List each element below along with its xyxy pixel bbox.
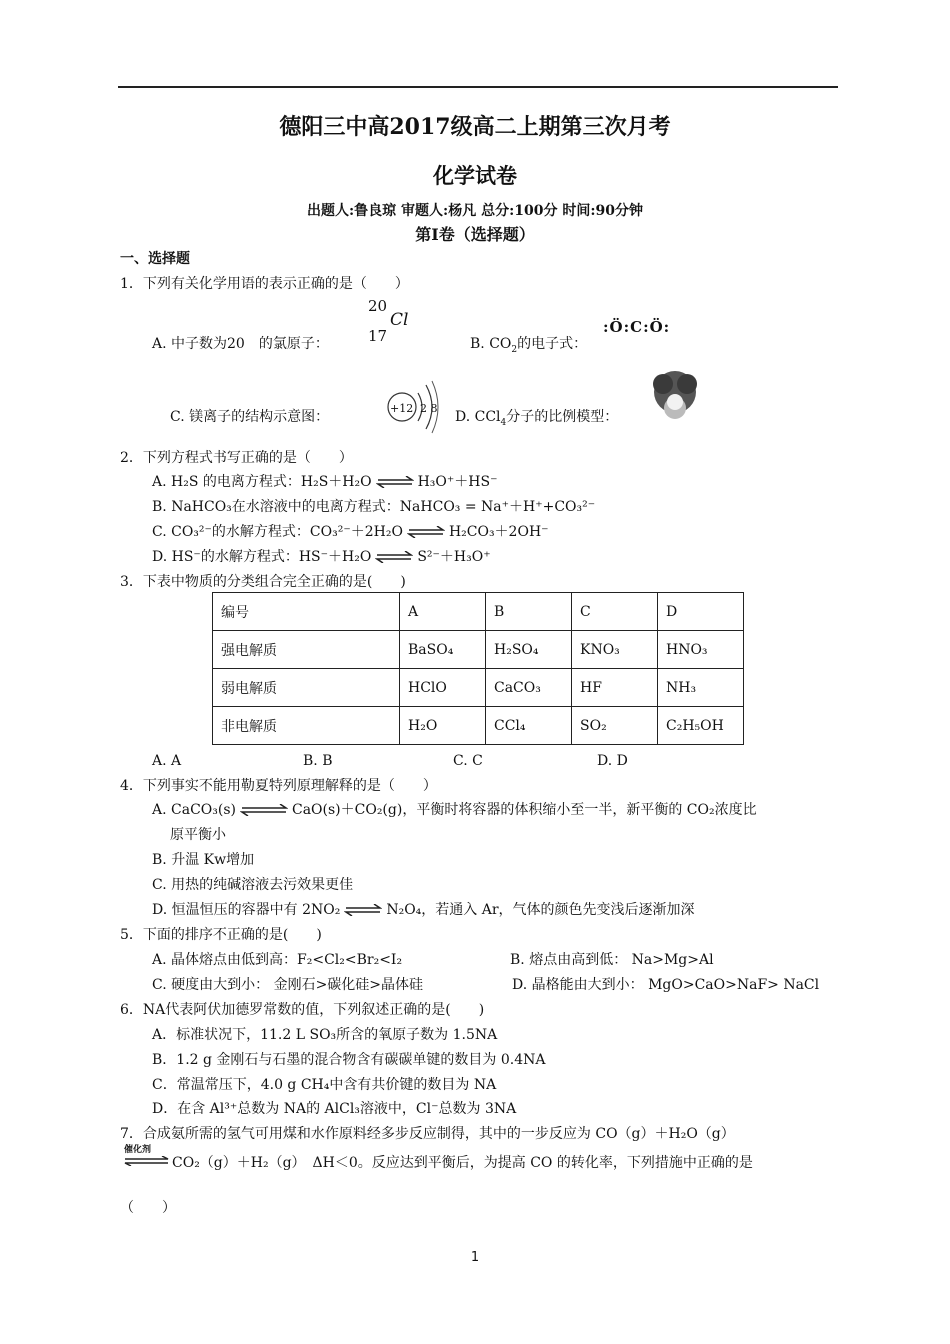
- q1-option-a: A. 中子数为20 的氯原子：: [152, 336, 329, 352]
- q6-option-c: C．常温常压下，4.0 g CH₄中含有共价键的数目为 NA: [152, 1077, 497, 1093]
- table-cell: HNO₃: [658, 631, 744, 669]
- q4-option-a-cont: 原平衡小: [170, 827, 226, 843]
- q3-option-b: B. B: [303, 753, 333, 769]
- part-title: 第Ⅰ卷（选择题）: [415, 225, 535, 244]
- mg-shell-electrons: 2 8: [420, 402, 438, 415]
- page-number: 1: [470, 1250, 480, 1265]
- table-cell: BaSO₄: [400, 631, 486, 669]
- table-cell: HF: [572, 669, 658, 707]
- exam-meta: 出题人:鲁良琼 审题人:杨凡 总分:100分 时间:90分钟: [307, 203, 643, 219]
- q5-option-d: D. 晶格能由大到小： MgO>CaO>NaF> NaCl: [512, 977, 820, 993]
- q4-stem: 4．下列事实不能用勒夏特列原理解释的是（ ）: [120, 778, 437, 794]
- q1-option-b: B. $CO_2$的电子式：: [470, 336, 588, 355]
- ccl4-space-filling-model: [650, 368, 700, 426]
- q2-option-b: B. NaHCO₃在水溶液中的电离方程式：NaHCO₃ = Na⁺＋H⁺+CO₃²⁻: [152, 499, 596, 515]
- table-row: [213, 631, 744, 669]
- q5-option-b: B. 熔点由高到低： Na>Mg>Al: [510, 952, 714, 968]
- q6-option-a: A．标准状况下，11.2 L SO₃所含的氧原子数为 1.5NA: [152, 1027, 498, 1043]
- q4-option-b: B. 升温 Kw增加: [152, 852, 255, 868]
- table-cell: 非电解质: [213, 707, 400, 745]
- q3-option-a: A. A: [152, 753, 182, 769]
- subject-title: 化学试卷: [433, 163, 517, 188]
- q1-iso-symbol: Cl: [390, 310, 409, 330]
- table-row: [213, 593, 744, 631]
- mg-nucleus-label: +12: [390, 402, 414, 415]
- q7-stem-line3: （ ）: [120, 1200, 176, 1216]
- classification-table: [212, 592, 744, 745]
- equilibrium-arrow: [376, 476, 414, 488]
- q3-stem: 3．下表中物质的分类组合完全正确的是( ): [120, 574, 406, 590]
- table-cell: CaCO₃: [486, 669, 572, 707]
- q1-stem: 1．下列有关化学用语的表示正确的是（ ）: [120, 276, 409, 292]
- equilibrium-arrow: [240, 804, 288, 816]
- header-rule: [118, 86, 838, 88]
- q6-stem: 6．NA代表阿伏加德罗常数的值，下列叙述正确的是( ): [120, 1002, 485, 1018]
- q1-option-c: C. 镁离子的结构示意图：: [170, 409, 330, 425]
- table-cell: KNO₃: [572, 631, 658, 669]
- table-row: [213, 669, 744, 707]
- q2-option-c: C. CO₃²⁻的水解方程式：CO₃²⁻＋2H₂O H₂CO₃＋2OH⁻: [152, 524, 549, 540]
- q5-stem: 5．下面的排序不正确的是( ): [120, 927, 322, 943]
- exam-title: 德阳三中高2017级高二上期第三次月考: [279, 114, 671, 140]
- q7-stem-line2: CO₂（g）＋H₂（g） ΔH＜0。反应达到平衡后，为提高 CO 的转化率，下列措施中正确的是: [172, 1155, 753, 1171]
- table-cell: H₂SO₄: [486, 631, 572, 669]
- equilibrium-arrow: [375, 551, 413, 563]
- table-cell: C: [572, 593, 658, 631]
- q3-option-d: D. D: [597, 753, 628, 769]
- q3-option-c: C. C: [453, 753, 483, 769]
- q1-option-d: D. CCl$_4$分子的比例模型：: [455, 409, 619, 428]
- q4-option-d: D. 恒温恒压的容器中有 2NO₂ N₂O₄，若通入 Ar，气体的颜色先变浅后逐渐加深: [152, 902, 695, 918]
- q1-iso-number: 17: [368, 327, 388, 345]
- q4-option-c: C. 用热的纯碱溶液去污效果更佳: [152, 877, 354, 893]
- catalyst-label: 催化剂: [124, 1145, 152, 1155]
- section-heading: 一、选择题: [120, 251, 190, 267]
- table-cell: H₂O: [400, 707, 486, 745]
- table-cell: CCl₄: [486, 707, 572, 745]
- table-cell: HClO: [400, 669, 486, 707]
- q2-stem: 2．下列方程式书写正确的是（ ）: [120, 450, 353, 466]
- q7-stem-line1: 7．合成氨所需的氢气可用煤和水作原料经多步反应制得，其中的一步反应为 CO（g）＋H₂O（g）: [120, 1126, 735, 1142]
- catalyst-equilibrium-arrow: [124, 1156, 170, 1166]
- equilibrium-arrow: [344, 904, 382, 916]
- q4-option-a: A. CaCO₃(s) CaO(s)＋CO₂(g)，平衡时将容器的体积缩小至一半，新平衡的 CO₂浓度比: [152, 802, 757, 818]
- table-cell: C₂H₅OH: [658, 707, 744, 745]
- q2-option-a: A. H₂S 的电离方程式：H₂S＋H₂O H₃O⁺＋HS⁻: [152, 474, 498, 490]
- equilibrium-arrow: [407, 526, 445, 538]
- table-cell: A: [400, 593, 486, 631]
- q5-option-a: A. 晶体熔点由低到高：F₂<Cl₂<Br₂<I₂: [152, 952, 403, 968]
- table-row: [213, 707, 744, 745]
- table-cell: 弱电解质: [213, 669, 400, 707]
- table-cell: D: [658, 593, 744, 631]
- q6-option-b: B．1.2 g 金刚石与石墨的混合物含有碳碳单键的数目为 0.4NA: [152, 1052, 546, 1068]
- co2-lewis-structure: :Ö:C:Ö:: [603, 318, 671, 336]
- table-cell: SO₂: [572, 707, 658, 745]
- table-cell: B: [486, 593, 572, 631]
- q2-option-d: D. HS⁻的水解方程式：HS⁻＋H₂O S²⁻＋H₃O⁺: [152, 549, 491, 565]
- q1-iso-mass: 20: [368, 297, 388, 315]
- table-cell: 强电解质: [213, 631, 400, 669]
- table-cell: 编号: [213, 593, 400, 631]
- table-cell: NH₃: [658, 669, 744, 707]
- q5-option-c: C. 硬度由大到小： 金刚石>碳化硅>晶体硅: [152, 977, 424, 993]
- q6-option-d: D．在含 Al³⁺总数为 NA的 AlCl₃溶液中，Cl⁻总数为 3NA: [152, 1101, 517, 1117]
